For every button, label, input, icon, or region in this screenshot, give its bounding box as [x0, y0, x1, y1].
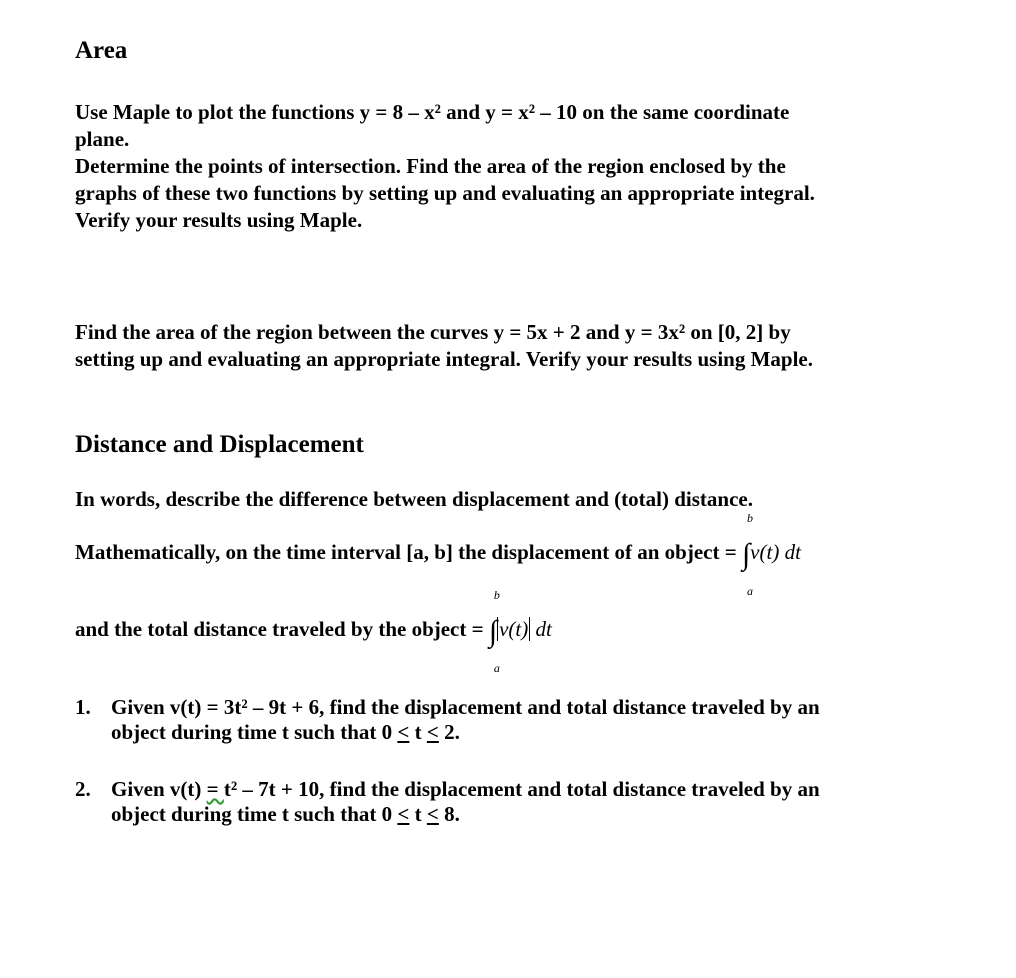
- differential: dt: [784, 540, 801, 564]
- text-line: Given v(t) = 3t² – 9t + 6, find the displacement and total distance traveled by an: [111, 695, 820, 719]
- le-symbol: <: [426, 802, 439, 826]
- text: t: [409, 720, 427, 744]
- spellcheck-mark: =: [206, 777, 224, 801]
- distance-heading: Distance and Displacement: [75, 431, 364, 458]
- text: object during time t such that 0: [111, 802, 398, 826]
- displacement-definition: [75, 511, 801, 598]
- item-number: 1.: [75, 695, 91, 719]
- item-number: 2.: [75, 777, 91, 801]
- differential: dt: [535, 617, 552, 641]
- le-symbol: <: [426, 720, 439, 744]
- integral-sign: ∫: [488, 615, 498, 648]
- text: 2.: [438, 720, 460, 744]
- displacement-integral: [741, 511, 801, 598]
- text-line: [75, 720, 820, 745]
- text-line: Verify your results using Maple.: [75, 208, 363, 232]
- problem-item-2: [75, 777, 820, 827]
- text-line: graphs of these two functions by setting up and evaluating an appropriate integral.: [75, 181, 815, 205]
- text-line: In words, describe the difference between displacement and (total) distance.: [75, 487, 753, 511]
- text: t: [409, 802, 427, 826]
- distance-intro: [75, 486, 753, 513]
- text-line: Determine the points of intersection. Find the area of the region enclosed by the: [75, 154, 786, 178]
- text-line: setting up and evaluating an appropriate integral. Verify your results using Maple.: [75, 347, 813, 371]
- text: Given v(t): [111, 777, 207, 801]
- text-line: plane.: [75, 127, 130, 151]
- area-problem-1: [75, 99, 815, 234]
- problem-item-1: [75, 695, 820, 745]
- integrand-abs: v(t): [499, 617, 529, 641]
- text-line: [75, 802, 820, 827]
- integrand: v(t): [750, 540, 780, 564]
- upper-limit: b: [493, 588, 500, 602]
- text: object during time t such that 0: [111, 720, 398, 744]
- distance-integral: [488, 588, 552, 675]
- upper-limit: b: [746, 511, 753, 525]
- text-line: Mathematically, on the time interval [a, b] the displacement of an object =: [75, 540, 737, 564]
- text-line: and the total distance traveled by the object =: [75, 617, 484, 641]
- text: t² – 7t + 10, find the displacement and total distance traveled by an: [223, 777, 820, 801]
- text-line: Use Maple to plot the functions y = 8 – x² and y = x² – 10 on the same coordinate: [75, 100, 790, 124]
- lower-limit: a: [493, 661, 500, 675]
- text-line: Find the area of the region between the curves y = 5x + 2 and y = 3x² on [0, 2] by: [75, 320, 791, 344]
- total-distance-definition: [75, 588, 552, 675]
- area-heading: Area: [75, 37, 128, 64]
- lower-limit: a: [746, 584, 753, 598]
- integral-sign: ∫: [741, 538, 751, 571]
- text: 8.: [438, 802, 460, 826]
- le-symbol: <: [397, 720, 410, 744]
- area-problem-2: [75, 319, 813, 373]
- le-symbol: <: [397, 802, 410, 826]
